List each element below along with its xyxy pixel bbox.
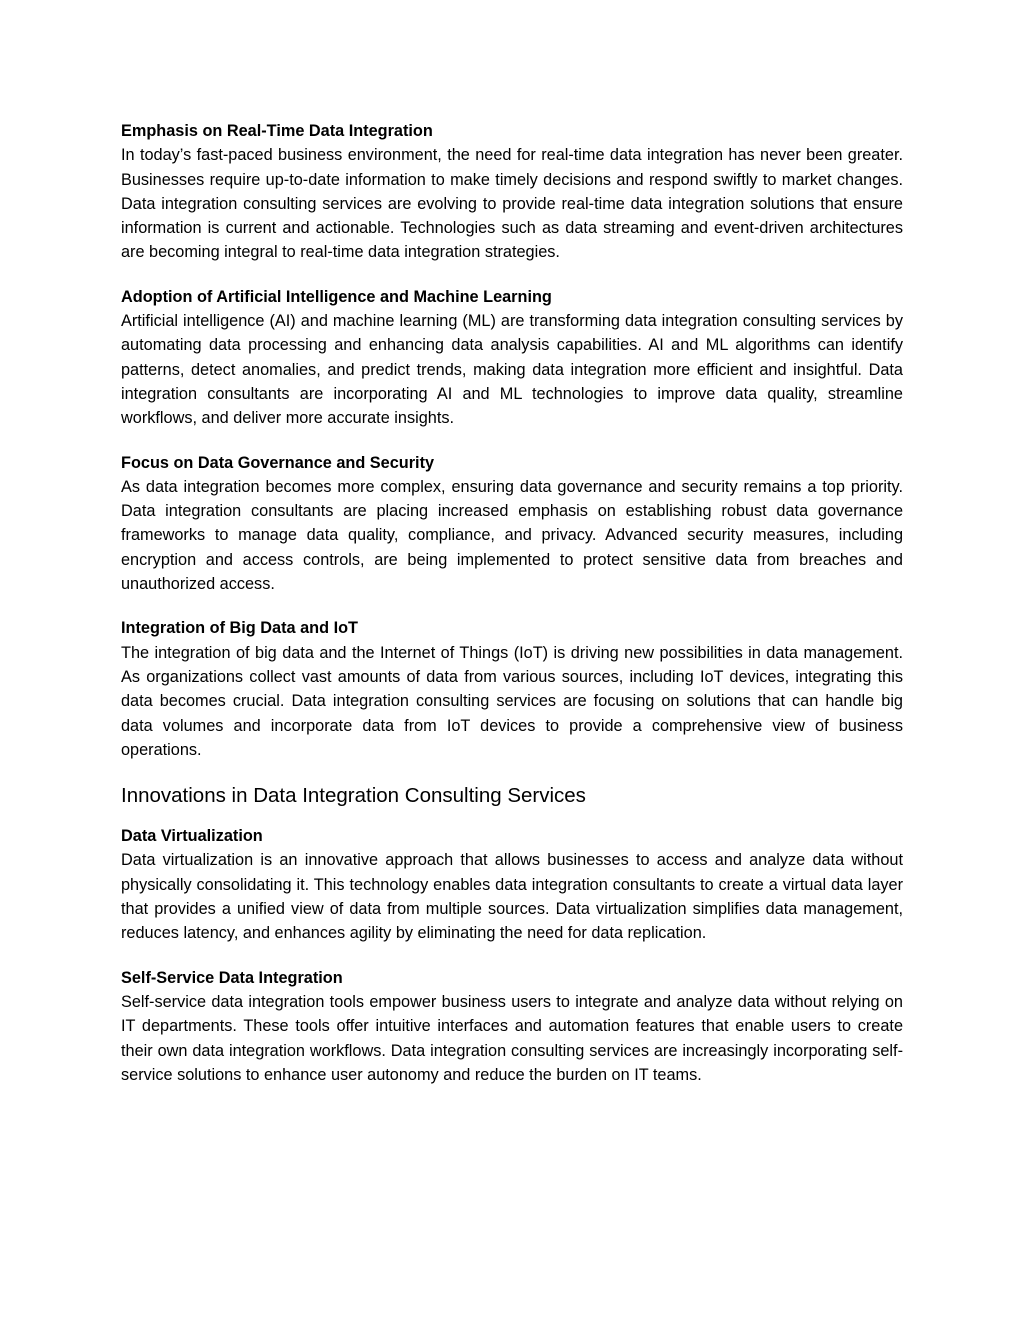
- section-paragraph: As data integration becomes more complex, ensuring data governance and security remains a top priority. Data integration consultants are placing increased emphasis on establishing robust data governance frameworks to manage data quality, compliance, and privacy. Advanced security measures, including encryption and access controls, are being implemented to protect sensitive data from breaches and unauthorized access.: [121, 477, 903, 594]
- section-big-data-iot: [121, 616, 903, 762]
- section-heading: Adoption of Artificial Intelligence and Machine Learning: [121, 287, 552, 306]
- document-page: [121, 119, 903, 1107]
- section-heading: Integration of Big Data and IoT: [121, 619, 358, 638]
- section-paragraph: The integration of big data and the Internet of Things (IoT) is driving new possibilities in data management. As organizations collect vast amounts of data from various sources, including IoT devices, integrating this data becomes crucial. Data integration consulting services are focusing on solutions that can handle big data volumes and incorporate data from IoT devices to provide a comprehensive view of business operations.: [121, 643, 903, 759]
- section-paragraph: Self-service data integration tools empower business users to integrate and analyze data without relying on IT departments. These tools offer intuitive interfaces and automation features that enable users to create their own data integration workflows. Data integration consulting services are increasingly incorporating self-service solutions to enhance user autonomy and reduce the burden on IT teams.: [121, 992, 903, 1084]
- section-heading: Emphasis on Real-Time Data Integration: [121, 122, 433, 140]
- section-real-time-integration: [121, 119, 903, 265]
- section-paragraph: Artificial intelligence (AI) and machine learning (ML) are transforming data integration consulting services by automating data processing and enhancing data analysis capabilities. AI and ML algorithms can identify patterns, detect anomalies, and predict trends, making data integration more efficient and insightful. Data integration consultants are incorporating AI and ML technologies to improve data quality, streamline workflows, and deliver more accurate insights.: [121, 312, 903, 428]
- section-heading: Self-Service Data Integration: [121, 968, 343, 987]
- section-paragraph: In today’s fast-paced business environment, the need for real-time data integration has never been greater. Businesses require up-to-date information to make timely decisions and respond swiftly to market changes. Data integration consulting services are evolving to provide real-time data integration solutions that ensure information is current and actionable. Technologies such as data streaming and event-driven architectures are becoming integral to real-time data integration strategies.: [121, 146, 903, 262]
- section-governance-security: [121, 451, 903, 597]
- section-ai-ml-adoption: [121, 285, 903, 431]
- section-data-virtualization: [121, 824, 903, 945]
- section-paragraph: Data virtualization is an innovative approach that allows businesses to access and analyze data without physically consolidating it. This technology enables data integration consultants to create a virtual data layer that provides a unified view of data from multiple sources. Data virtualization simplifies data management, reduces latency, and enhances agility by eliminating the need for data replication.: [121, 851, 903, 943]
- section-heading: Data Virtualization: [121, 827, 263, 846]
- section-heading: Focus on Data Governance and Security: [121, 453, 435, 472]
- section-self-service-integration: [121, 966, 903, 1087]
- innovations-title: Innovations in Data Integration Consulting Services: [121, 784, 586, 808]
